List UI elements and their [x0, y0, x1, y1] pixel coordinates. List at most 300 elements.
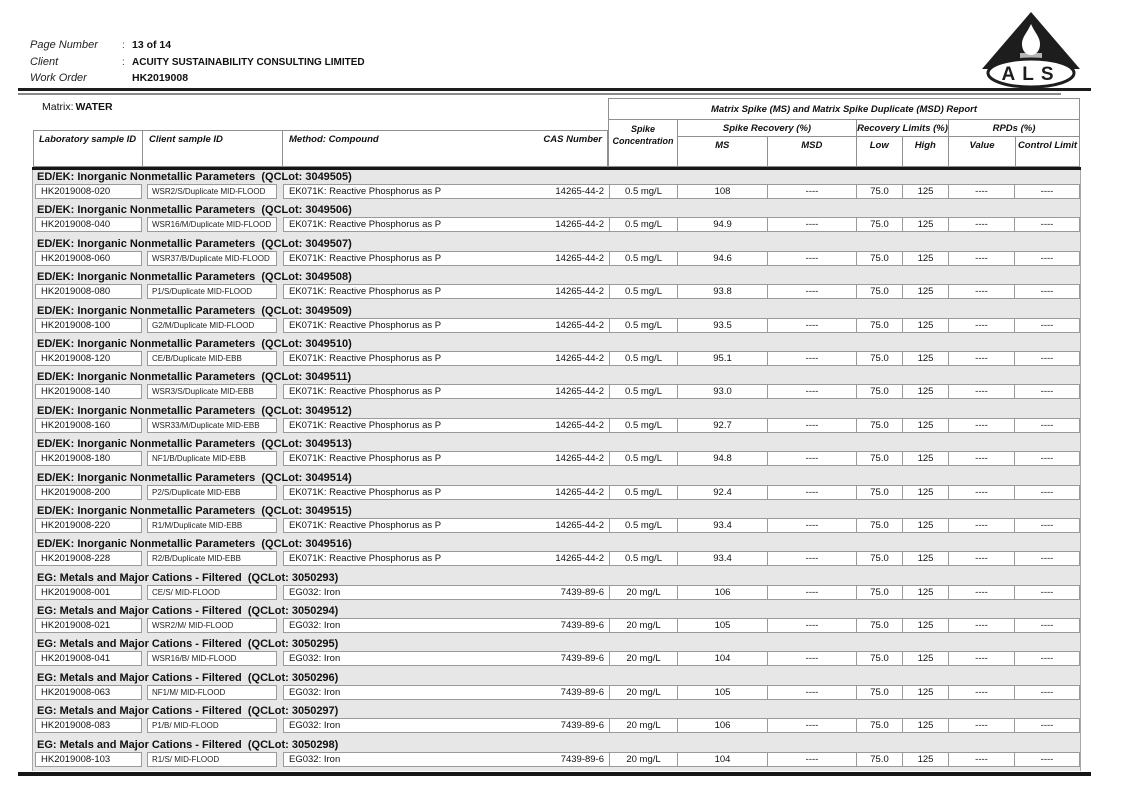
lab-sample-id-cell: HK2019008-041	[35, 651, 142, 666]
high-limit-cell: 125	[902, 318, 949, 333]
ms-recovery-cell: 93.4	[677, 518, 768, 533]
qc-section	[33, 537, 1080, 570]
high-limit-cell: 125	[902, 585, 949, 600]
col-group-spike-recovery: Spike Recovery (%)	[678, 120, 856, 137]
client-sample-id-cell: P1/S/Duplicate MID-FLOOD	[147, 284, 277, 299]
rpd-control-limit-cell: ----	[1014, 351, 1080, 366]
qc-section-header: EG: Metals and Major Cations - Filtered (QCLot: 3050296)	[37, 671, 339, 684]
low-limit-cell: 75.0	[856, 351, 903, 366]
qc-section	[33, 504, 1080, 537]
method-compound-cell	[283, 251, 610, 266]
qc-section-header: ED/EK: Inorganic Nonmetallic Parameters (QCLot: 3049509)	[37, 304, 352, 317]
method-compound: EK071K: Reactive Phosphorus as P	[289, 519, 442, 531]
method-compound: EK071K: Reactive Phosphorus as P	[289, 553, 442, 565]
method-compound-cell	[283, 752, 610, 767]
lab-sample-id-cell: HK2019008-020	[35, 184, 142, 199]
table-row	[33, 752, 1080, 767]
rpd-control-limit-cell: ----	[1014, 651, 1080, 666]
table-row	[33, 485, 1080, 500]
high-limit-cell: 125	[902, 551, 949, 566]
cas-number: 14265-44-2	[555, 352, 604, 364]
als-logo	[975, 10, 1087, 90]
row-value-cells	[283, 384, 1080, 399]
rpd-value-cell: ----	[948, 485, 1015, 500]
rpd-control-limit-cell: ----	[1014, 251, 1080, 266]
lab-sample-id-cell: HK2019008-180	[35, 451, 142, 466]
ms-recovery-cell: 92.4	[677, 485, 768, 500]
col-header-spike-concentration: Spike Concentration	[609, 120, 678, 167]
table-left-header	[33, 130, 608, 167]
client-sample-id-cell: WSR3/S/Duplicate MID-EBB	[147, 384, 277, 399]
table-right-header	[608, 98, 1080, 167]
spike-concentration-cell: 0.5 mg/L	[609, 351, 678, 366]
work-order-row	[30, 72, 365, 89]
spike-concentration-cell: 0.5 mg/L	[609, 384, 678, 399]
svg-text:ALS: ALS	[1001, 64, 1061, 85]
page-header	[30, 39, 365, 89]
method-compound-cell	[283, 585, 610, 600]
qc-section	[33, 571, 1080, 604]
method-compound: EK071K: Reactive Phosphorus as P	[289, 486, 442, 498]
rpds-group	[949, 120, 1079, 167]
qc-section-header: EG: Metals and Major Cations - Filtered (QCLot: 3050297)	[37, 705, 339, 718]
lab-sample-id-cell: HK2019008-100	[35, 318, 142, 333]
low-limit-cell: 75.0	[856, 585, 903, 600]
high-limit-cell: 125	[902, 618, 949, 633]
spike-concentration-cell: 20 mg/L	[609, 752, 678, 767]
client-sample-id-cell: R1/S/ MID-FLOOD	[147, 752, 277, 767]
msd-recovery-cell: ----	[767, 251, 857, 266]
high-limit-cell: 125	[902, 251, 949, 266]
rpd-value-cell: ----	[948, 752, 1015, 767]
msd-recovery-cell: ----	[767, 651, 857, 666]
ms-recovery-cell: 105	[677, 618, 768, 633]
client-sample-id-cell: P1/B/ MID-FLOOD	[147, 718, 277, 733]
client-sample-id-cell: CE/B/Duplicate MID-EBB	[147, 351, 277, 366]
qc-section	[33, 203, 1080, 236]
row-value-cells	[283, 485, 1080, 500]
msd-recovery-cell: ----	[767, 418, 857, 433]
lab-sample-id-cell: HK2019008-001	[35, 585, 142, 600]
rpd-control-limit-cell: ----	[1014, 384, 1080, 399]
cas-number: 14265-44-2	[555, 553, 604, 565]
lab-sample-id-cell: HK2019008-063	[35, 685, 142, 700]
rpd-value-cell: ----	[948, 251, 1015, 266]
page-number-row	[30, 39, 365, 56]
client-sample-id-cell: NF1/B/Duplicate MID-EBB	[147, 451, 277, 466]
rpd-control-limit-cell: ----	[1014, 217, 1080, 232]
qc-section-header: ED/EK: Inorganic Nonmetallic Parameters (QCLot: 3049506)	[37, 204, 352, 217]
spike-concentration-cell: 20 mg/L	[609, 685, 678, 700]
client-sample-id-cell: R1/M/Duplicate MID-EBB	[147, 518, 277, 533]
method-compound-cell	[283, 217, 610, 232]
qc-section-header: ED/EK: Inorganic Nonmetallic Parameters (QCLot: 3049508)	[37, 271, 352, 284]
method-compound: EK071K: Reactive Phosphorus as P	[289, 186, 442, 197]
table-row	[33, 184, 1080, 199]
row-value-cells	[283, 518, 1080, 533]
lab-sample-id-cell: HK2019008-220	[35, 518, 142, 533]
lab-sample-id-cell: HK2019008-040	[35, 217, 142, 232]
method-compound: EK071K: Reactive Phosphorus as P	[289, 219, 442, 231]
col-header-client-sample-id: Client sample ID	[143, 131, 283, 166]
ms-recovery-cell: 106	[677, 718, 768, 733]
ms-recovery-cell: 104	[677, 651, 768, 666]
rpd-control-limit-cell: ----	[1014, 284, 1080, 299]
ms-recovery-cell: 95.1	[677, 351, 768, 366]
rpd-value-cell: ----	[948, 618, 1015, 633]
table-row	[33, 618, 1080, 633]
qc-section-header: ED/EK: Inorganic Nonmetallic Parameters (QCLot: 3049511)	[37, 371, 352, 384]
col-group-recovery-limits: Recovery Limits (%)	[857, 120, 948, 137]
lab-sample-id-cell: HK2019008-083	[35, 718, 142, 733]
work-order-value: HK2019008	[132, 72, 189, 84]
col-header-lab-sample-id: Laboratory sample ID	[34, 131, 143, 166]
col-header-msd: MSD	[801, 140, 823, 151]
col-header-value: Value	[949, 137, 1016, 167]
qc-section-header: ED/EK: Inorganic Nonmetallic Parameters (QCLot: 3049510)	[37, 337, 352, 350]
rpd-value-cell: ----	[948, 217, 1015, 232]
qc-section	[33, 637, 1080, 670]
msd-recovery-cell: ----	[767, 217, 857, 232]
row-value-cells	[283, 217, 1080, 232]
qc-section	[33, 704, 1080, 737]
method-compound-cell	[283, 384, 610, 399]
spike-concentration-cell: 0.5 mg/L	[609, 284, 678, 299]
qc-section	[33, 437, 1080, 470]
high-limit-cell: 125	[902, 284, 949, 299]
spike-concentration-cell: 20 mg/L	[609, 718, 678, 733]
row-value-cells	[283, 651, 1080, 666]
lab-sample-id-cell: HK2019008-060	[35, 251, 142, 266]
low-limit-cell: 75.0	[856, 685, 903, 700]
spike-concentration-cell: 0.5 mg/L	[609, 485, 678, 500]
rpd-value-cell: ----	[948, 718, 1015, 733]
row-value-cells	[283, 718, 1080, 733]
msd-recovery-cell: ----	[767, 752, 857, 767]
low-limit-cell: 75.0	[856, 752, 903, 767]
table-row	[33, 685, 1080, 700]
separator: :	[122, 56, 125, 68]
qc-section	[33, 404, 1080, 437]
method-compound-cell	[283, 685, 610, 700]
method-compound: EG032: Iron	[289, 753, 341, 765]
client-sample-id-cell: NF1/M/ MID-FLOOD	[147, 685, 277, 700]
rpd-control-limit-cell: ----	[1014, 585, 1080, 600]
qc-section-header: ED/EK: Inorganic Nonmetallic Parameters (QCLot: 3049507)	[37, 237, 352, 250]
cas-number: 7439-89-6	[560, 620, 604, 632]
high-limit-cell: 125	[902, 384, 949, 399]
method-compound-cell	[283, 418, 610, 433]
table-row	[33, 384, 1080, 399]
high-limit-cell: 125	[902, 651, 949, 666]
msd-recovery-cell: ----	[767, 184, 857, 199]
lab-sample-id-cell: HK2019008-160	[35, 418, 142, 433]
method-compound-cell	[283, 451, 610, 466]
rpd-value-cell: ----	[948, 585, 1015, 600]
high-limit-cell: 125	[902, 451, 949, 466]
method-compound: EG032: Iron	[289, 720, 341, 732]
msd-report-table	[32, 97, 1081, 779]
client-sample-id-cell: P2/S/Duplicate MID-EBB	[147, 485, 277, 500]
method-compound-cell	[283, 618, 610, 633]
msd-report-banner: Matrix Spike (MS) and Matrix Spike Duplicate (MSD) Report	[609, 99, 1079, 120]
col-header-control-limit: Control Limit	[1017, 140, 1078, 151]
method-compound-cell	[283, 718, 610, 733]
qc-section-header: ED/EK: Inorganic Nonmetallic Parameters (QCLot: 3049513)	[37, 438, 352, 451]
cas-number: 7439-89-6	[560, 753, 604, 765]
rpd-value-cell: ----	[948, 518, 1015, 533]
client-sample-id-cell: CE/S/ MID-FLOOD	[147, 585, 277, 600]
high-limit-cell: 125	[902, 217, 949, 232]
low-limit-cell: 75.0	[856, 418, 903, 433]
msd-recovery-cell: ----	[767, 718, 857, 733]
row-value-cells	[283, 618, 1080, 633]
ms-recovery-cell: 93.5	[677, 318, 768, 333]
col-header-low: Low	[857, 137, 903, 167]
row-value-cells	[283, 251, 1080, 266]
rpd-control-limit-cell: ----	[1014, 451, 1080, 466]
client-sample-id-cell: WSR33/M/Duplicate MID-EBB	[147, 418, 277, 433]
cas-number: 14265-44-2	[555, 419, 604, 431]
table-row	[33, 451, 1080, 466]
table-row	[33, 518, 1080, 533]
qc-section-header: ED/EK: Inorganic Nonmetallic Parameters (QCLot: 3049505)	[37, 171, 352, 183]
low-limit-cell: 75.0	[856, 551, 903, 566]
method-compound-cell	[283, 485, 610, 500]
table-row	[33, 585, 1080, 600]
cas-number: 14265-44-2	[555, 486, 604, 498]
low-limit-cell: 75.0	[856, 318, 903, 333]
method-compound-cell	[283, 651, 610, 666]
high-limit-cell: 125	[902, 518, 949, 533]
rpd-value-cell: ----	[948, 418, 1015, 433]
ms-recovery-cell: 94.8	[677, 451, 768, 466]
high-limit-cell: 125	[902, 351, 949, 366]
msd-recovery-cell: ----	[767, 451, 857, 466]
cas-number: 7439-89-6	[560, 686, 604, 698]
high-limit-cell: 125	[902, 685, 949, 700]
client-label: Client	[30, 55, 59, 68]
cas-number: 14265-44-2	[555, 386, 604, 398]
low-limit-cell: 75.0	[856, 217, 903, 232]
high-limit-cell: 125	[902, 485, 949, 500]
rpd-value-cell: ----	[948, 451, 1015, 466]
als-logo-icon	[975, 10, 1087, 90]
spike-concentration-cell: 0.5 mg/L	[609, 184, 678, 199]
cas-number: 14265-44-2	[555, 186, 604, 197]
cas-number: 7439-89-6	[560, 586, 604, 598]
client-sample-id-cell: WSR2/S/Duplicate MID-FLOOD	[147, 184, 277, 199]
qc-section-header: ED/EK: Inorganic Nonmetallic Parameters (QCLot: 3049515)	[37, 504, 352, 517]
qc-section-header: EG: Metals and Major Cations - Filtered (QCLot: 3050294)	[37, 605, 339, 618]
ms-recovery-cell: 105	[677, 685, 768, 700]
client-sample-id-cell: WSR16/M/Duplicate MID-FLOOD	[147, 217, 277, 232]
spike-concentration-cell: 20 mg/L	[609, 618, 678, 633]
header-rule	[18, 88, 1091, 91]
qc-section	[33, 170, 1080, 203]
table-row	[33, 318, 1080, 333]
row-value-cells	[283, 451, 1080, 466]
matrix-value: WATER	[75, 101, 113, 113]
lab-sample-id-cell: HK2019008-021	[35, 618, 142, 633]
rpd-control-limit-cell: ----	[1014, 685, 1080, 700]
rpd-control-limit-cell: ----	[1014, 184, 1080, 199]
matrix-label: Matrix:	[42, 101, 74, 113]
method-compound: EK071K: Reactive Phosphorus as P	[289, 419, 442, 431]
table-bottom-rule	[18, 772, 1091, 776]
rpd-control-limit-cell: ----	[1014, 718, 1080, 733]
msd-recovery-cell: ----	[767, 551, 857, 566]
lab-sample-id-cell: HK2019008-228	[35, 551, 142, 566]
rpd-control-limit-cell: ----	[1014, 752, 1080, 767]
method-compound: EK071K: Reactive Phosphorus as P	[289, 286, 442, 298]
client-value: ACUITY SUSTAINABILITY CONSULTING LIMITED	[132, 56, 365, 68]
method-compound-cell	[283, 551, 610, 566]
client-sample-id-cell: WSR37/B/Duplicate MID-FLOOD	[147, 251, 277, 266]
qc-section	[33, 604, 1080, 637]
low-limit-cell: 75.0	[856, 485, 903, 500]
header-rule-shadow	[18, 93, 1061, 95]
qc-section	[33, 270, 1080, 303]
method-compound-cell	[283, 184, 610, 199]
row-value-cells	[283, 284, 1080, 299]
client-row	[30, 56, 365, 73]
client-sample-id-cell: WSR16/B/ MID-FLOOD	[147, 651, 277, 666]
table-row	[33, 284, 1080, 299]
spike-recovery-group	[678, 120, 857, 167]
low-limit-cell: 75.0	[856, 651, 903, 666]
method-compound: EK071K: Reactive Phosphorus as P	[289, 386, 442, 398]
qc-section	[33, 738, 1080, 771]
spike-concentration-cell: 0.5 mg/L	[609, 518, 678, 533]
lab-sample-id-cell: HK2019008-200	[35, 485, 142, 500]
table-row	[33, 418, 1080, 433]
cas-number: 14265-44-2	[555, 453, 604, 465]
col-header-method-compound: Method: Compound	[289, 134, 379, 145]
ms-recovery-cell: 104	[677, 752, 768, 767]
cas-number: 7439-89-6	[560, 653, 604, 665]
method-compound-cell	[283, 284, 610, 299]
lab-sample-id-cell: HK2019008-120	[35, 351, 142, 366]
row-value-cells	[283, 685, 1080, 700]
low-limit-cell: 75.0	[856, 384, 903, 399]
qc-section	[33, 237, 1080, 270]
high-limit-cell: 125	[902, 418, 949, 433]
ms-recovery-cell: 93.8	[677, 284, 768, 299]
spike-concentration-cell: 0.5 mg/L	[609, 251, 678, 266]
rpd-value-cell: ----	[948, 651, 1015, 666]
qc-section-header: ED/EK: Inorganic Nonmetallic Parameters (QCLot: 3049514)	[37, 471, 352, 484]
qc-section	[33, 471, 1080, 504]
col-group-rpds: RPDs (%)	[949, 120, 1079, 137]
qc-section-header: EG: Metals and Major Cations - Filtered (QCLot: 3050298)	[37, 738, 339, 751]
method-compound: EG032: Iron	[289, 586, 341, 598]
rpd-value-cell: ----	[948, 685, 1015, 700]
ms-recovery-cell: 108	[677, 184, 768, 199]
ms-recovery-cell: 93.4	[677, 551, 768, 566]
ms-recovery-cell: 92.7	[677, 418, 768, 433]
method-compound: EK071K: Reactive Phosphorus as P	[289, 252, 442, 264]
rpd-control-limit-cell: ----	[1014, 618, 1080, 633]
qc-section-header: EG: Metals and Major Cations - Filtered (QCLot: 3050295)	[37, 638, 339, 651]
qc-section-header: ED/EK: Inorganic Nonmetallic Parameters (QCLot: 3049512)	[37, 404, 352, 417]
work-order-label: Work Order	[30, 72, 87, 84]
cas-number: 7439-89-6	[560, 720, 604, 732]
row-value-cells	[283, 318, 1080, 333]
low-limit-cell: 75.0	[856, 251, 903, 266]
spike-concentration-cell: 0.5 mg/L	[609, 318, 678, 333]
row-value-cells	[283, 752, 1080, 767]
spike-concentration-cell: 0.5 mg/L	[609, 551, 678, 566]
col-header-high: High	[914, 140, 936, 151]
msd-recovery-cell: ----	[767, 585, 857, 600]
high-limit-cell: 125	[902, 184, 949, 199]
qc-section-header: EG: Metals and Major Cations - Filtered (QCLot: 3050293)	[37, 571, 339, 584]
method-compound: EG032: Iron	[289, 653, 341, 665]
qc-section-header: ED/EK: Inorganic Nonmetallic Parameters (QCLot: 3049516)	[37, 538, 352, 551]
cas-number: 14265-44-2	[555, 219, 604, 231]
method-compound-cell	[283, 318, 610, 333]
rpd-control-limit-cell: ----	[1014, 485, 1080, 500]
rpd-control-limit-cell: ----	[1014, 318, 1080, 333]
qc-section	[33, 337, 1080, 370]
method-compound-cell	[283, 518, 610, 533]
table-row	[33, 217, 1080, 232]
table-row	[33, 651, 1080, 666]
table-row	[33, 551, 1080, 566]
spike-concentration-cell: 20 mg/L	[609, 585, 678, 600]
spike-concentration-cell: 0.5 mg/L	[609, 451, 678, 466]
msd-recovery-cell: ----	[767, 685, 857, 700]
table-body	[32, 170, 1081, 771]
ms-recovery-cell: 106	[677, 585, 768, 600]
rpd-value-cell: ----	[948, 351, 1015, 366]
lab-sample-id-cell: HK2019008-140	[35, 384, 142, 399]
method-compound: EK071K: Reactive Phosphorus as P	[289, 352, 442, 364]
msd-recovery-cell: ----	[767, 618, 857, 633]
high-limit-cell: 125	[902, 718, 949, 733]
client-sample-id-cell: WSR2/M/ MID-FLOOD	[147, 618, 277, 633]
qc-section	[33, 370, 1080, 403]
ms-recovery-cell: 94.9	[677, 217, 768, 232]
qc-section	[33, 671, 1080, 704]
rpd-value-cell: ----	[948, 284, 1015, 299]
low-limit-cell: 75.0	[856, 284, 903, 299]
spike-concentration-cell: 0.5 mg/L	[609, 418, 678, 433]
msd-recovery-cell: ----	[767, 485, 857, 500]
rpd-control-limit-cell: ----	[1014, 418, 1080, 433]
table-row	[33, 718, 1080, 733]
row-value-cells	[283, 585, 1080, 600]
cas-number: 14265-44-2	[555, 519, 604, 531]
msd-recovery-cell: ----	[767, 351, 857, 366]
lab-sample-id-cell: HK2019008-080	[35, 284, 142, 299]
spike-concentration-cell: 20 mg/L	[609, 651, 678, 666]
method-compound: EK071K: Reactive Phosphorus as P	[289, 453, 442, 465]
rpd-value-cell: ----	[948, 384, 1015, 399]
rpd-value-cell: ----	[948, 318, 1015, 333]
high-limit-cell: 125	[902, 752, 949, 767]
qc-section	[33, 304, 1080, 337]
cas-number: 14265-44-2	[555, 319, 604, 331]
rpd-value-cell: ----	[948, 184, 1015, 199]
rpd-control-limit-cell: ----	[1014, 518, 1080, 533]
row-value-cells	[283, 418, 1080, 433]
msd-recovery-cell: ----	[767, 384, 857, 399]
row-value-cells	[283, 551, 1080, 566]
table-row	[33, 251, 1080, 266]
low-limit-cell: 75.0	[856, 618, 903, 633]
